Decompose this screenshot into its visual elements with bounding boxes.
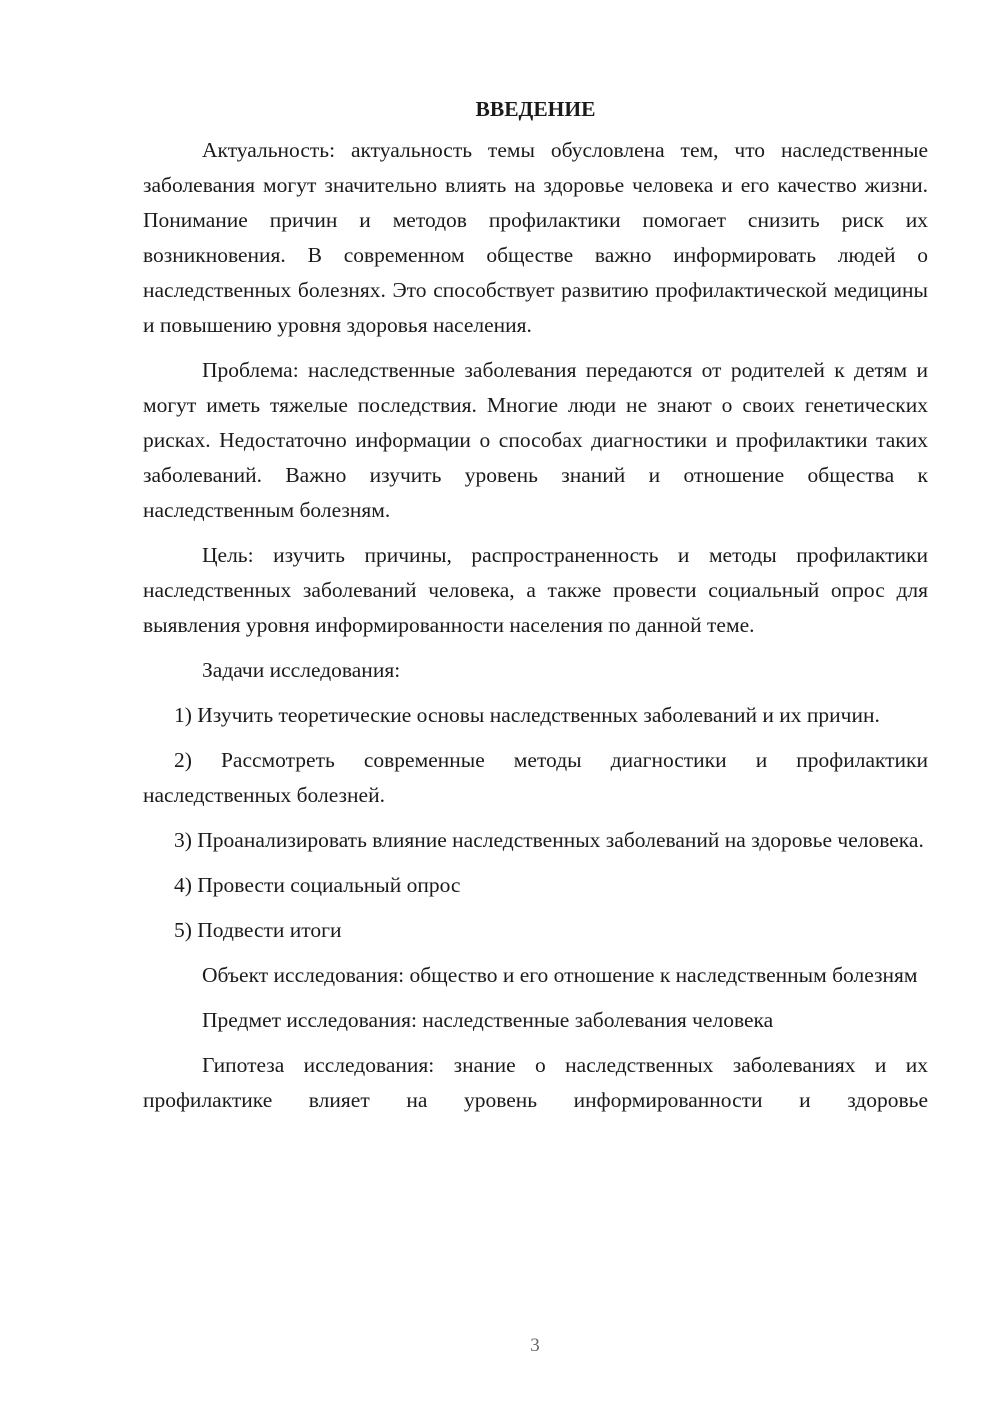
page-title: ВВЕДЕНИЕ xyxy=(475,97,596,121)
task-item-2: 2) Рассмотреть современные методы диагностики и профилактики наследственных болезней. xyxy=(143,748,928,807)
paragraph-relevance: Актуальность: актуальность темы обусловлена тем, что наследственные заболевания могут значительно влиять на здоровье человека и его качество жизни. Понимание причин и методов профилактики помогает снизить риск их возникновения. В современном обществе важно информировать людей о наследственных болезнях. Это способствует развитию профилактической медицины и повышению уровня здоровья населения. xyxy=(143,138,928,337)
tasks-heading: Задачи исследования: xyxy=(202,658,401,682)
task-item-3: 3) Проанализировать влияние наследственных заболеваний на здоровье человека. xyxy=(174,828,924,852)
page-number: 3 xyxy=(530,1335,540,1356)
paragraph-hypothesis: Гипотеза исследования: знание о наследственных заболеваниях и их профилактике влияет на уровень информированности и здоровье xyxy=(143,1053,928,1112)
task-item-5: 5) Подвести итоги xyxy=(174,918,342,942)
task-item-4: 4) Провести социальный опрос xyxy=(174,873,461,897)
task-item-1: 1) Изучить теоретические основы наследственных заболеваний и их причин. xyxy=(174,703,880,727)
paragraph-object: Объект исследования: общество и его отношение к наследственным болезням xyxy=(202,963,918,987)
page-content xyxy=(143,92,928,1118)
paragraph-subject: Предмет исследования: наследственные заболевания человека xyxy=(202,1008,774,1032)
paragraph-problem: Проблема: наследственные заболевания передаются от родителей к детям и могут иметь тяжелые последствия. Многие люди не знают о своих генетических рисках. Недостаточно информации о способах диагностики и профилактики таких заболеваний. Важно изучить уровень знаний и отношение общества к наследственным болезням. xyxy=(143,358,928,522)
paragraph-goal: Цель: изучить причины, распространенность и методы профилактики наследственных заболеваний человека, а также провести социальный опрос для выявления уровня информированности населения по данной теме. xyxy=(143,543,928,637)
